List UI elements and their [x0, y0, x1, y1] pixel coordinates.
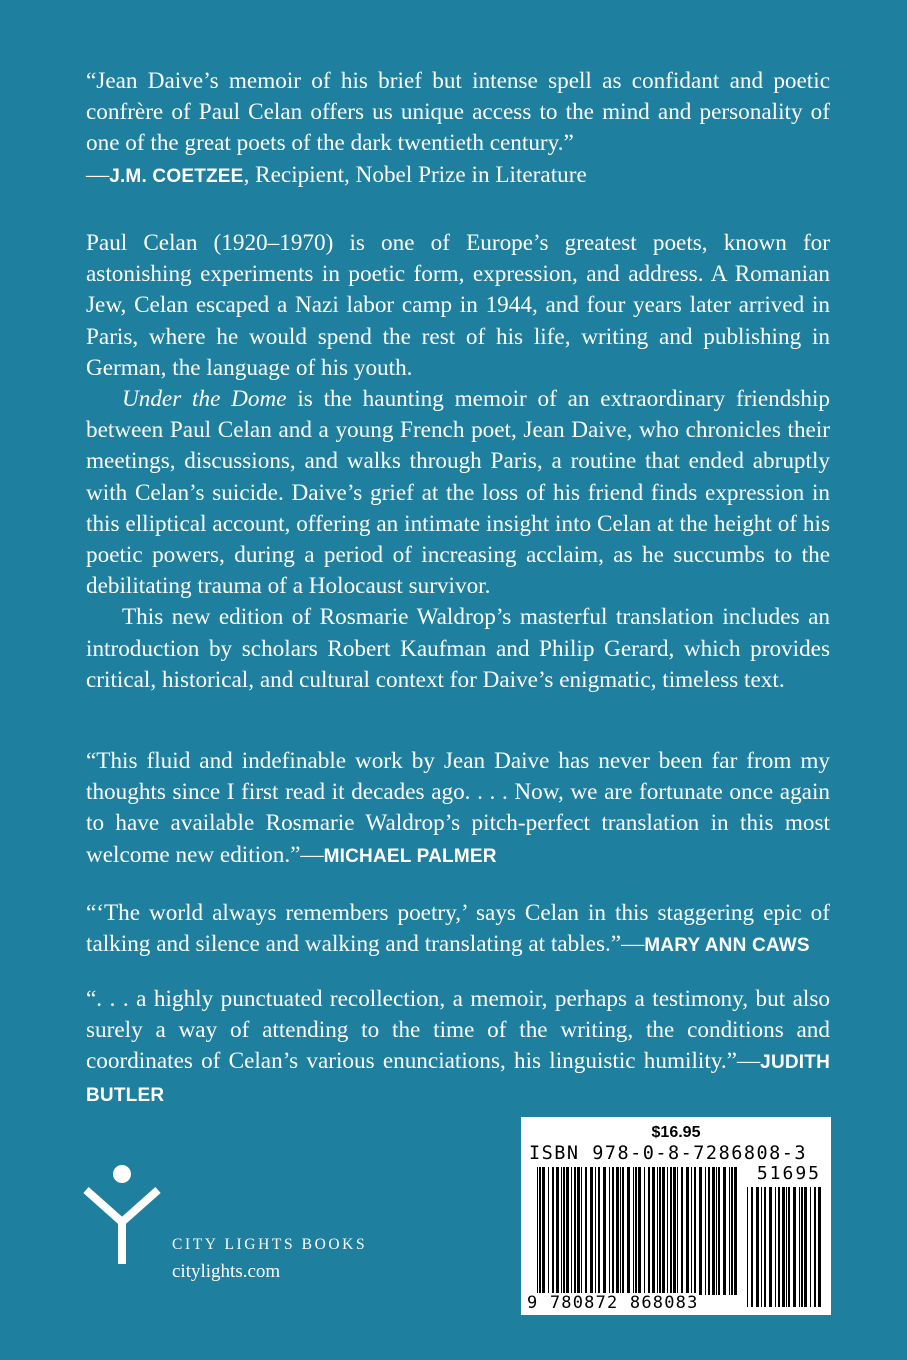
caws-quote-text: “‘The world always remembers poetry,’ says Celan in this staggering epic of talking and silence and walking and translating at tables.”—	[86, 900, 830, 958]
barcode-bar	[786, 1187, 787, 1307]
publisher-website: citylights.com	[172, 1261, 281, 1282]
ean-number: 9 780872 868083	[527, 1293, 699, 1313]
barcode-bar	[778, 1187, 780, 1307]
barcode-bar	[718, 1167, 720, 1295]
caws-name: MARY ANN CAWS	[644, 935, 810, 957]
barcode-bar	[788, 1187, 790, 1307]
barcode-bar	[705, 1167, 706, 1295]
barcode-bar	[747, 1187, 748, 1307]
barcode-bar	[585, 1167, 587, 1295]
barcode-bar	[716, 1167, 717, 1295]
description-paragraph-1: Paul Celan (1920–1970) is one of Europe’s greatest poets, known for astonishing experiments in poetic form, expression, and address. A Romanian Jew, Celan escaped a Nazi labor camp in 1944, and four years later arrived in Paris, where he would spend the rest of his life, writing and publishing in German, the language of his youth.	[86, 230, 830, 381]
barcode-bar	[595, 1167, 596, 1295]
barcode-bar	[598, 1167, 600, 1295]
barcode-bar	[734, 1167, 737, 1295]
addon-barcode	[747, 1187, 823, 1307]
barcode-bar	[622, 1167, 624, 1295]
barcode-bar	[659, 1167, 661, 1295]
price-label: $16.95	[651, 1124, 701, 1141]
barcode-bar	[667, 1167, 668, 1295]
barcode-bar	[563, 1167, 565, 1295]
barcode-bar	[620, 1167, 621, 1295]
barcode-bar	[799, 1187, 800, 1307]
palmer-name: MICHAEL PALMER	[323, 845, 497, 867]
barcode-bar	[566, 1167, 569, 1295]
barcode-bar	[782, 1187, 785, 1307]
barcode-bar	[627, 1167, 630, 1295]
barcode-bar	[542, 1167, 545, 1295]
barcode-bar	[574, 1167, 576, 1295]
barcode-bar	[751, 1187, 753, 1307]
barcode-bar	[581, 1167, 582, 1295]
barcode-bar	[673, 1167, 676, 1295]
barcode-bar	[644, 1167, 645, 1295]
barcode-bar	[681, 1167, 683, 1295]
coetzee-role: , Recipient, Nobel Prize in Literature	[243, 161, 587, 188]
barcode-bar	[756, 1187, 759, 1307]
barcode-bar	[633, 1167, 634, 1295]
price-addon-label: 51695	[756, 1163, 821, 1184]
barcode-bar	[590, 1167, 593, 1295]
barcode-bar	[818, 1187, 821, 1307]
coetzee-quote	[86, 66, 830, 192]
barcode-bar	[670, 1167, 672, 1295]
palmer-quote-text: “This fluid and indefinable work by Jean Daive has never been far from my thoughts since I first read it decades ago. . . . Now, we are fortunate once again to have available Rosmarie Waldrop’s pitch-perfect translation in this most welcome new edition.”—	[86, 748, 830, 868]
barcode-bar	[804, 1187, 807, 1307]
description-paragraph-3: This new edition of Rosmarie Waldrop’s masterful translation includes an introduction by scholars Robert Kaufman and Philip Gerard, which provides critical, historical, and cultural context for Daive’s enigmatic, timeless text.	[86, 604, 830, 693]
city-lights-logo-icon	[82, 1160, 162, 1280]
butler-quote	[86, 984, 830, 1111]
barcode-bar	[548, 1167, 549, 1295]
barcode-bar	[561, 1167, 562, 1295]
butler-quote-text: “. . . a highly punctuated recollection, a memoir, perhaps a testimony, but also surely a way of attending to the time of the writing, the conditions and coordinates of Celan’s various enunciations, his linguistic humility.”—	[86, 986, 830, 1075]
palmer-quote	[86, 746, 830, 872]
barcode-bar	[814, 1187, 816, 1307]
barcode-bar	[723, 1167, 726, 1295]
barcode-bar	[657, 1167, 658, 1295]
barcode-bar	[616, 1167, 619, 1295]
description-paragraph-2-text: is the haunting memoir of an extraordinary friendship between Paul Celan and a young French poet, Jean Daive, who chronicles their meetings, discussions, and walks through Paris, a routine that ended abruptly with Celan’s suicide. Daive’s grief at the loss of his friend finds expression in this elliptical account, offering an intimate insight into Celan at the height of his poetic powers, during a period of increasing acclaim, as he succumbs to the debilitating trauma of a Holocaust survivor.	[86, 386, 830, 600]
barcode-bar	[539, 1167, 541, 1295]
barcode-bar	[609, 1167, 610, 1295]
barcode-bar	[638, 1167, 641, 1295]
barcode-bar	[677, 1167, 678, 1295]
barcode-panel	[521, 1117, 831, 1315]
barcode-bar	[652, 1167, 655, 1295]
barcode-bar	[635, 1167, 637, 1295]
barcode-bar	[537, 1167, 538, 1295]
barcode-bar	[775, 1187, 776, 1307]
barcode-bar	[729, 1167, 730, 1295]
book-description	[86, 228, 830, 696]
barcode-bar	[810, 1187, 811, 1307]
barcode-bar	[577, 1167, 580, 1295]
barcode-bar	[793, 1187, 796, 1307]
barcode-bar	[571, 1167, 572, 1295]
butler-name: JUDITH BUTLER	[86, 1052, 830, 1106]
isbn-label: ISBN 978-0-8-7286808-3	[529, 1143, 808, 1164]
barcode-bar	[761, 1187, 762, 1307]
coetzee-name: J.M. COETZEE	[109, 165, 244, 187]
barcode-bar	[686, 1167, 689, 1295]
barcode-bar	[731, 1167, 733, 1295]
barcode-bar	[708, 1167, 710, 1295]
barcode-bar	[603, 1167, 606, 1295]
barcode-bar	[764, 1187, 766, 1307]
barcode-bar	[801, 1187, 803, 1307]
publisher-name: CITY LIGHTS BOOKS	[172, 1236, 368, 1253]
coetzee-quote-text: “Jean Daive’s memoir of his brief but intense spell as confidant and poetic confrère of Paul Celan offers us unique access to the mind and personality of one of the great poets of the dark twentieth century.”	[86, 68, 830, 157]
barcode-bar	[648, 1167, 650, 1295]
description-paragraph-2	[86, 384, 830, 602]
coetzee-dash: —	[86, 161, 110, 188]
book-title: Under the Dome	[122, 386, 287, 413]
barcode-bar	[552, 1167, 554, 1295]
barcode-bar	[556, 1167, 559, 1295]
barcode-bar	[662, 1167, 665, 1295]
barcode-bar	[769, 1187, 772, 1307]
barcode-bar	[694, 1167, 696, 1295]
caws-quote	[86, 898, 830, 961]
ean-barcode	[537, 1167, 737, 1295]
barcode-bar	[699, 1167, 702, 1295]
barcode-bar	[712, 1167, 715, 1295]
barcode-bar	[691, 1167, 692, 1295]
barcode-bar	[612, 1167, 614, 1295]
